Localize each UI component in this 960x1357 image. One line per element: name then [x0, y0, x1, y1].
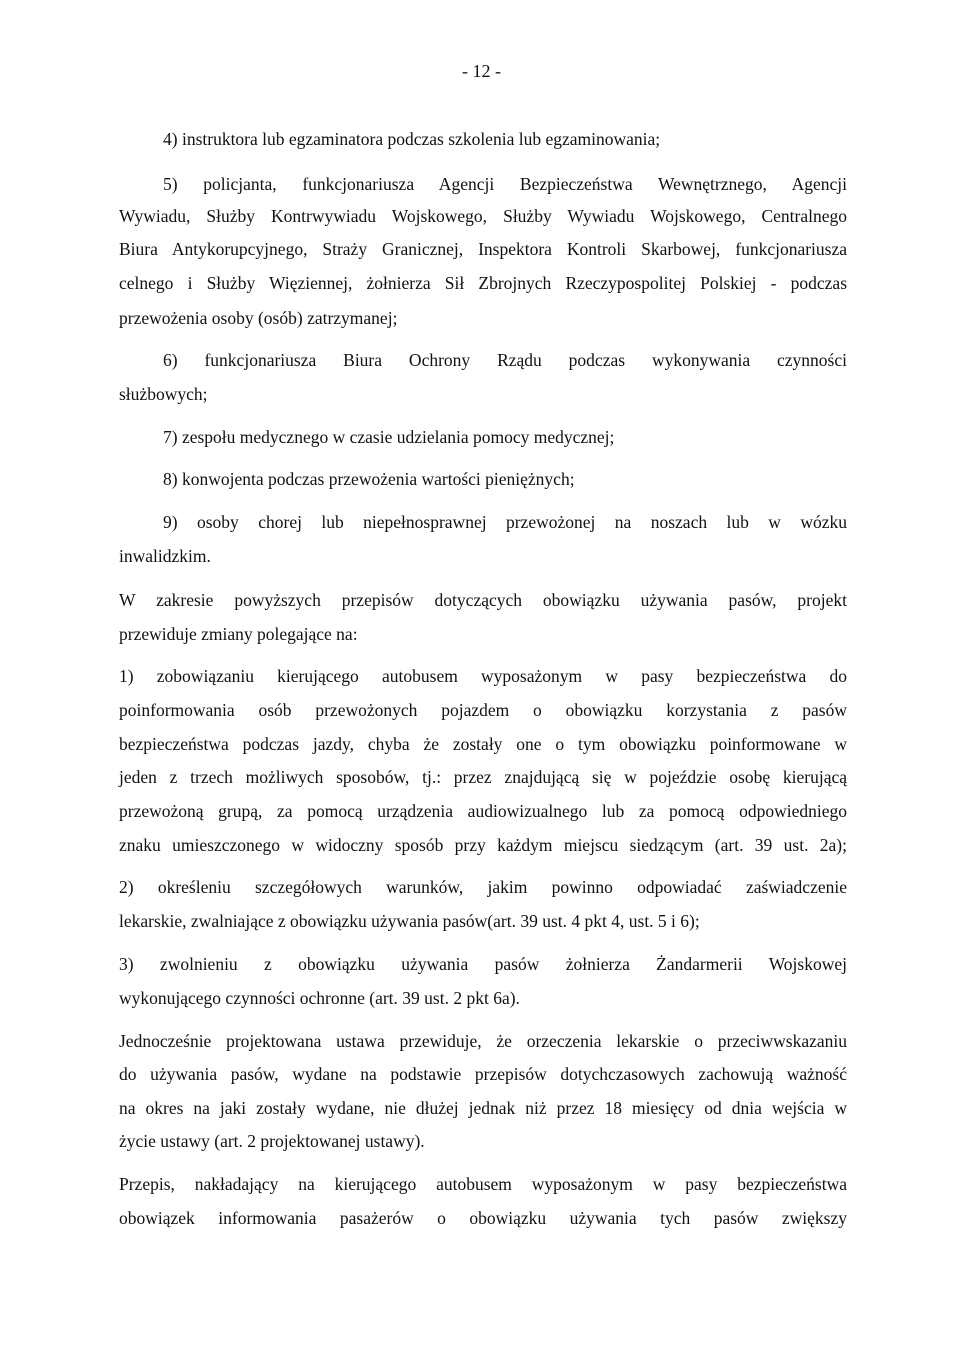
paragraph-przepis-line-1: Przepis, nakładający na kierującego autobusem wyposażonym w pasy bezpieczeństwa: [119, 1174, 847, 1194]
change-2-line-2: lekarskie, zwalniające z obowiązku używania pasów(art. 39 ust. 4 pkt 4, ust. 5 i 6);: [119, 911, 700, 931]
paragraph-jednoczesnie-line-4: życie ustawy (art. 2 projektowanej ustawy).: [119, 1131, 425, 1151]
paragraph-jednoczesnie-line-3: na okres na jaki zostały wydane, nie dłużej jednak niż przez 18 miesięcy od dnia wejścia w: [119, 1098, 847, 1118]
paragraph-zakres-line-1: W zakresie powyższych przepisów dotyczących obowiązku używania pasów, projekt: [119, 590, 847, 610]
change-1-line-5: przewożoną grupą, za pomocą urządzenia audiowizualnego lub za pomocą odpowiedniego: [119, 801, 847, 821]
list-item-5-line-4: celnego i Służby Więziennej, żołnierza Sił Zbrojnych Rzeczypospolitej Polskiej - podczas: [119, 273, 847, 293]
paragraph-jednoczesnie-line-1: Jednocześnie projektowana ustawa przewiduje, że orzeczenia lekarskie o przeciwwskazaniu: [119, 1031, 847, 1051]
paragraph-jednoczesnie-line-2: do używania pasów, wydane na podstawie przepisów dotychczasowych zachowują ważność: [119, 1064, 847, 1084]
list-item-7-line-1: 7) zespołu medycznego w czasie udzielania pomocy medycznej;: [163, 427, 615, 447]
list-item-6-line-2: służbowych;: [119, 384, 208, 404]
list-item-5-line-1: 5) policjanta, funkcjonariusza Agencji Bezpieczeństwa Wewnętrznego, Agencji: [163, 174, 847, 194]
list-item-6-line-1: 6) funkcjonariusza Biura Ochrony Rządu podczas wykonywania czynności: [163, 350, 847, 370]
change-1-line-2: poinformowania osób przewożonych pojazdem o obowiązku korzystania z pasów: [119, 700, 847, 720]
list-item-4-line-1: 4) instruktora lub egzaminatora podczas szkolenia lub egzaminowania;: [163, 129, 661, 149]
list-item-5-line-2: Wywiadu, Służby Kontrwywiadu Wojskowego, Służby Wywiadu Wojskowego, Centralnego: [119, 206, 847, 226]
page-number: - 12 -: [462, 61, 501, 81]
list-item-5-line-3: Biura Antykorupcyjnego, Straży Granicznej, Inspektora Kontroli Skarbowej, funkcjonariusza: [119, 239, 847, 259]
list-item-9-line-1: 9) osoby chorej lub niepełnosprawnej przewożonej na noszach lub w wózku: [163, 512, 847, 532]
paragraph-zakres-line-2: przewiduje zmiany polegające na:: [119, 624, 358, 644]
list-item-8-line-1: 8) konwojenta podczas przewożenia wartości pieniężnych;: [163, 469, 575, 489]
list-item-5-line-5: przewożenia osoby (osób) zatrzymanej;: [119, 308, 398, 328]
paragraph-przepis-line-2: obowiązek informowania pasażerów o obowiązku używania tych pasów zwiększy: [119, 1208, 847, 1228]
change-2-line-1: 2) określeniu szczegółowych warunków, jakim powinno odpowiadać zaświadczenie: [119, 877, 847, 897]
change-3-line-1: 3) zwolnieniu z obowiązku używania pasów żołnierza Żandarmerii Wojskowej: [119, 954, 847, 974]
change-1-line-3: bezpieczeństwa podczas jazdy, chyba że zostały one o tym obowiązku poinformowane w: [119, 734, 847, 754]
change-1-line-4: jeden z trzech możliwych sposobów, tj.: przez znajdującą się w pojeździe osobę kierującą: [119, 767, 847, 787]
change-3-line-2: wykonującego czynności ochronne (art. 39 ust. 2 pkt 6a).: [119, 988, 520, 1008]
change-1-line-1: 1) zobowiązaniu kierującego autobusem wyposażonym w pasy bezpieczeństwa do: [119, 666, 847, 686]
list-item-9-line-2: inwalidzkim.: [119, 546, 211, 566]
change-1-line-6: znaku umieszczonego w widoczny sposób przy każdym miejscu siedzącym (art. 39 ust. 2a);: [119, 835, 847, 855]
